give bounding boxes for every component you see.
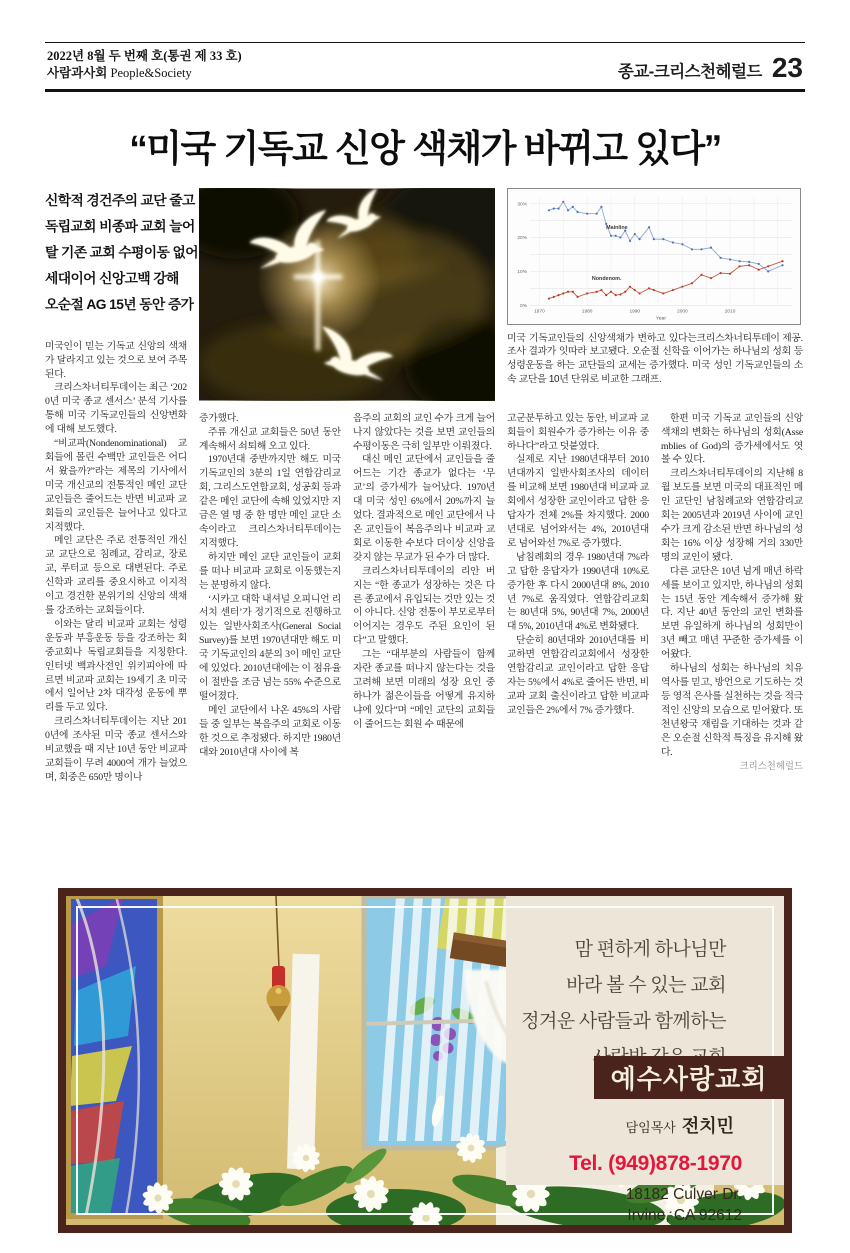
paragraph: 대신 메인 교단에서 교인들을 줄어드는 기간 종교가 없다는 ‘무교’의 증가세가 늘어났다. 1970년대 미국 성인 6%에서 20%까지 늘었다. 결과적으로 메인 교단에서 나온 교인들이 복음주의나 비교파 교회로 이동한 수보다 더이상 신앙을 갖지 않는 무교가 된 수가 더 많다. — [353, 454, 495, 563]
masthead-left — [47, 48, 242, 82]
chart-caption — [507, 332, 803, 386]
paragraph: 증가했다. — [199, 412, 239, 424]
pastor-name: 전치민 — [681, 1116, 734, 1136]
article-headline: “미국 기독교 신앙 색채가 바뀌고 있다” — [129, 127, 721, 169]
phone-number: Tel. (949)878-1970 — [569, 1152, 742, 1175]
svg-text:0%: 0% — [520, 303, 527, 309]
slogan-line: 바라 볼 수 있는 교회 — [566, 975, 726, 996]
line-chart — [507, 188, 801, 325]
paragraph: 메인 교단은 주로 전통적인 개신교 교단으로 침례교, 감리교, 장로교, 루터교 등으로 대변된다. 주로 신학과 교리를 중요시하고 이지적이고 경건한 분위기의 신앙의 색채를 강조하는 교회들이다. — [45, 535, 187, 616]
intro-line: 신학적 경건주의 교단 줄고 — [45, 192, 195, 208]
church-advertisement — [58, 888, 792, 1233]
address-line-1: 18182 Culver Dr. — [625, 1186, 742, 1203]
masthead — [45, 42, 805, 92]
pastor-label: 담임목사 — [625, 1120, 676, 1135]
paragraph: 메인 교단에서 나온 45%의 사람들 중 일부는 복음주의 교회로 이동한 것으로 추정됐다. 하지만 1980년대와 2010년대 사이에 복 — [199, 704, 341, 758]
article-columns-4-5 — [507, 188, 803, 846]
paragraph: 미국인이 믿는 기독교 신앙의 색채가 달라지고 있는 것으로 보여 주목된다. — [45, 340, 187, 380]
paragraph: 음주의 교회의 교인 수가 크게 늘어나지 않았다는 것을 보면 교인들의 수평이동은 극히 일부만 이뤄졌다. — [353, 412, 495, 452]
chart-caption-text: 미국 기독교인들의 신앙색채가 변하고 있다는 조사 결과가 잇따라 보고됐다. 오순절 신학을 이어가는 하나님의 성회 등 성령운동을 하는 교단들의 교세는 증가했다. 미국 성인 기독교인들의 소속 교단을 10년 단위로 비교한 그래프. — [507, 332, 803, 385]
article-column-5 — [661, 412, 803, 846]
paragraph: 하지만 메인 교단 교인들이 교회를 떠나 비교파 교회로 이동했는지는 분명하지 않다. — [199, 551, 341, 591]
column-pair — [199, 412, 495, 846]
paragraph: 주류 개신교 교회들은 50년 동안 계속해서 쇠퇴해 오고 있다. — [199, 426, 341, 452]
stained-glass-left — [68, 896, 160, 1216]
article-column-1 — [45, 188, 198, 846]
section-line — [47, 65, 242, 82]
paragraph: 크리스차너티투데이의 지난해 8월 보도를 보면 미국의 대표적인 메인 교단인 남침례교와 연합감리교회는 2005년과 2019년 사이에 교인 수가 크게 감소된 반면 하나님의 성회는 16% 이상 성장해 거의 330만 명의 교인이 됐다. — [661, 468, 803, 563]
line-chart-svg — [509, 190, 799, 323]
paragraph: “비교파(Nondenominational) 교회들에 몰린 수백만 교인들은 어디서 왔을까?”라는 제목의 기사에서 미국 개신교의 전통적인 메인 교단 교인들은 줄어드는 반면 비교파 교회들의 교인들은 늘어나고 있다고 지적했다. — [45, 438, 187, 533]
section-title: 종교-크리스천헤럴드 — [617, 62, 762, 81]
paragraph: 이와는 달리 비교파 교회는 성령운동과 부흥운동 등을 강조하는 회중교회나 독립교회들을 지칭한다. 인터넷 백과사전인 위키피아에 따르면 비교파 교회는 19세기 초 미국에서 일어난 2차 대각성 운동에 뿌리를 두고 있다. — [45, 618, 187, 714]
intro-line: 독립교회 비종파 교회 늘어 — [45, 218, 195, 234]
page-number: 23 — [771, 51, 803, 83]
newspaper-page — [0, 42, 850, 1253]
section-name-en: People&Society — [110, 65, 192, 80]
article-body — [45, 188, 805, 846]
intro-line: 탈 기존 교회 수평이동 없어 — [45, 244, 198, 260]
svg-text:Mainline: Mainline — [606, 224, 628, 231]
paragraph: 1970년대 중반까지만 해도 미국 기독교인의 3분의 1일 연합감리교회, 그리스도연합교회, 성공회 등과 같은 메인 교단에 속해 있었지만 지금은 열 명 중 한 명만 메인 교단 소속이라고 크리스차너티투데이는 지적했다. — [199, 454, 341, 549]
svg-text:1970: 1970 — [534, 309, 545, 315]
paragraph: 크리스차너티투데이는 최근 ‘2020년 미국 종교 센서스’ 분석 기사를 통해 미국 기독교인들의 신앙변화에 대해 보도했다. — [45, 382, 187, 436]
svg-text:10%: 10% — [517, 269, 527, 275]
article-column-2 — [199, 412, 341, 846]
doves-cross-artwork — [199, 188, 495, 401]
intro-line: 세대이어 신앙고백 강해 — [45, 270, 179, 286]
paragraph: 하나님의 성회는 하나님의 치유 역사를 믿고, 방언으로 기도하는 것 등 영적 은사를 실천하는 것을 적극적인 신앙의 모습으로 믿어왔다. 또 천년왕국 재림을 기대하는 것과 같은 오순절 신학적 특징을 유지해 왔다. — [661, 663, 803, 758]
paragraph: 고군분투하고 있는 동안, 비교파 교회들이 회원수가 증가하는 이유 중 하나다”라고 덧붙였다. — [507, 412, 649, 452]
svg-text:2000: 2000 — [677, 309, 688, 315]
paragraph: 크리스차너티투데이는 지난 2010년에 조사된 미국 종교 센서스와 비교했을 때 지난 10년 동안 비교파 교회들이 무려 4000여 개가 늘었으며, 회중은 650만 명이나 — [45, 716, 187, 783]
issue-line: 2022년 8월 두 번째 호(통권 제 33 호) — [47, 49, 242, 63]
paragraph: 단순히 80년대와 2010년대를 비교하면 연합감리교회에서 성장한 연합감리교 교인이라고 답한 응답자는 5%에서 4%로 줄어든 반면, 비교파 교회 출신이라고 답한 비교파 교인들은 2%에서 7% 증가했다. — [507, 635, 649, 716]
svg-text:20%: 20% — [517, 235, 527, 241]
masthead-right — [617, 51, 803, 83]
paragraph: ‘시카고 대학 내셔널 오피니언 리서치 센터’가 정기적으로 진행하고 있는 일반사회조사(General Social Survey)를 보면 1970년대만 해도 미국 기독교인의 4분의 3이 메인 교단에 있었다. 2010년대에는 이 점유율이 절반을 조금 넘는 55% 수준으로 떨어졌다. — [199, 593, 341, 702]
address-line-2: Irvine, CA 92612 — [627, 1207, 742, 1224]
svg-text:1980: 1980 — [581, 309, 593, 315]
svg-text:Nondenom.: Nondenom. — [591, 275, 622, 282]
svg-text:30%: 30% — [517, 202, 527, 208]
church-name-banner — [594, 1056, 784, 1099]
slogan-line: 맘 편하게 하나님만 — [574, 939, 726, 960]
article-columns-2-3 — [199, 188, 495, 846]
chart-slot — [507, 188, 803, 412]
artwork-slot — [199, 188, 495, 412]
svg-text:Year: Year — [655, 315, 666, 322]
section-name-ko: 사람과사회 — [47, 65, 108, 80]
article-intro — [45, 188, 198, 318]
column-text — [45, 340, 187, 785]
paragraph: 남침례회의 경우 1980년대 7%라고 답한 응답자가 1990년대 10%로 증가한 후 다시 2000년대 8%, 2010년 7%로 움직였다. 연합감리교회는 80년대 5%, 90년대 7%, 2000년대 5%, 2010년대 4%로 변화됐다. — [507, 551, 649, 633]
article-column-4 — [507, 412, 649, 846]
svg-text:1990: 1990 — [629, 309, 641, 315]
chart-credit: 크리스차너티투데이 제공. — [696, 332, 803, 344]
paragraph: 다른 교단은 10년 넘게 매년 하락세를 보이고 있지만, 하나님의 성회는 15년 동안 계속해서 증가해 왔다. 지난 40년 동안의 교인 변화를 보면 유일하게 하나님의 성회만이 3년 빼고 매년 꾸준한 증가세를 이어왔다. — [661, 565, 803, 661]
ad-slogan — [521, 932, 726, 1076]
byline: 크리스천헤럴드 — [739, 762, 803, 773]
paragraph: 크리스차너티투데이의 리안 버지는 “한 종교가 성장하는 것은 다른 종교에서 유입되는 것만 있는 것이 아니다. 신앙 전통이 부모로부터 이어지는 경우도 주된 요인이 된다”고 말했다. — [353, 565, 495, 647]
slogan-line: 정겨운 사람들과 함께하는 — [521, 1011, 726, 1032]
intro-line: 오순절 AG 15년 동안 증가 — [45, 296, 194, 312]
paragraph: 그는 “대부분의 사람들이 함께 자란 종교를 떠나지 않는다는 것을 고려해 보면 미래의 성장 요인 중 하나가 젊은이들을 어떻게 유지하냐에 있다”며 “메인 교단의 교회들이 줄어드는 회원 수 때문에 — [353, 649, 495, 730]
svg-text:2010: 2010 — [724, 309, 736, 315]
church-name: 예수사랑교회 — [610, 1064, 768, 1094]
article-column-3 — [353, 412, 495, 846]
pastor-line — [626, 1112, 734, 1138]
paragraph: 실제로 지난 1980년대부터 2010년대까지 일반사회조사의 데이터를 비교해 보면 1980년대 비교파 교회에서 성장한 교인이라고 답한 응답자가 전체 2%를 차지했다. 2000년대로 넘어와서는 4%, 2010년대로 넘어와선 7%로 증가했다. — [507, 454, 649, 549]
column-pair — [507, 412, 803, 846]
paragraph: 한편 미국 기독교 교인들의 신앙색채의 변화는 하나님의 성회(Assemblies of God)의 증가세에서도 엿볼 수 있다. — [661, 412, 803, 466]
